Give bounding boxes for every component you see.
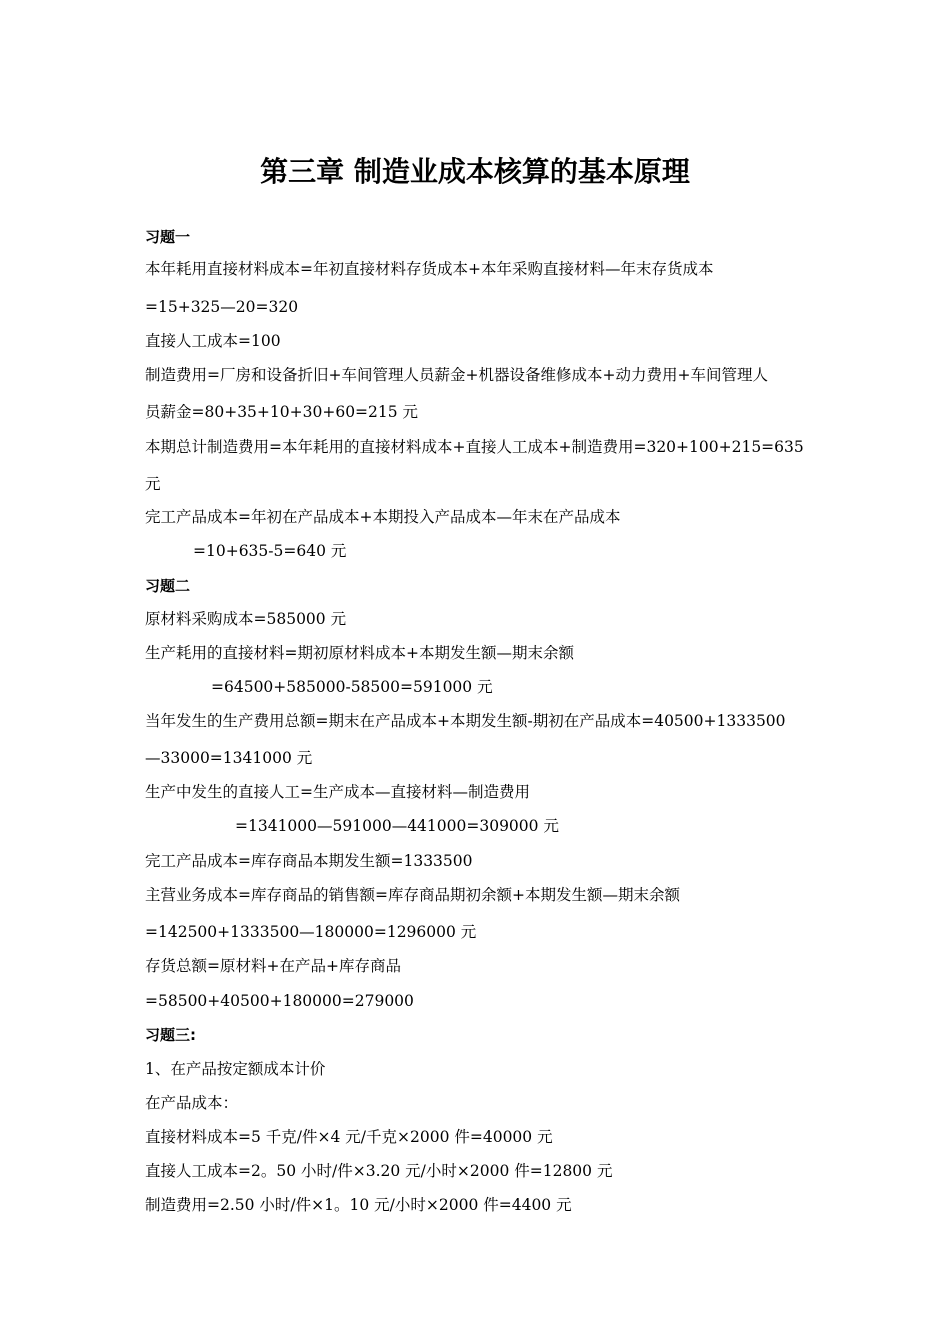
text-line: =142500+1333500—180000=1296000 元	[145, 923, 477, 941]
text-line: 制造费用=厂房和设备折旧+车间管理人员薪金+机器设备维修成本+动力费用+车间管理人	[145, 366, 768, 384]
text-line: 元	[145, 475, 161, 493]
text-line: 存货总额=原材料+在产品+库存商品	[145, 957, 401, 975]
text-line: 制造费用=2.50 小时/件×1。10 元/小时×2000 件=4400 元	[145, 1196, 572, 1214]
text-line: =15+325—20=320	[145, 298, 299, 316]
section-heading-exercise-3: 习题三:	[145, 1026, 196, 1044]
text-line: 本年耗用直接材料成本=年初直接材料存货成本+本年采购直接材料—年末存货成本	[145, 260, 714, 278]
text-line: =10+635-5=640 元	[193, 542, 347, 560]
text-line: 本期总计制造费用=本年耗用的直接材料成本+直接人工成本+制造费用=320+100+215=635	[145, 438, 804, 456]
page-title: 第三章 制造业成本核算的基本原理	[260, 155, 690, 188]
text-line: =1341000—591000—441000=309000 元	[235, 817, 559, 835]
text-line: —33000=1341000 元	[145, 749, 313, 767]
text-line: 完工产品成本=库存商品本期发生额=1333500	[145, 852, 473, 870]
text-line: 当年发生的生产费用总额=期末在产品成本+本期发生额-期初在产品成本=40500+1333500	[145, 712, 786, 730]
text-line: 生产耗用的直接材料=期初原材料成本+本期发生额—期末余额	[145, 644, 574, 662]
text-line: 员薪金=80+35+10+30+60=215 元	[145, 403, 419, 421]
text-line: 主营业务成本=库存商品的销售额=库存商品期初余额+本期发生额—期末余额	[145, 886, 680, 904]
text-line: 直接人工成本=100	[145, 332, 281, 350]
text-line: 完工产品成本=年初在产品成本+本期投入产品成本—年末在产品成本	[145, 508, 621, 526]
text-line: 原材料采购成本=585000 元	[145, 610, 347, 628]
text-line: =64500+585000-58500=591000 元	[211, 678, 493, 696]
text-line: 生产中发生的直接人工=生产成本—直接材料—制造费用	[145, 783, 530, 801]
text-line: 1、在产品按定额成本计价	[145, 1060, 326, 1078]
text-line: 在产品成本：	[145, 1094, 239, 1112]
text-line: 直接人工成本=2。50 小时/件×3.20 元/小时×2000 件=12800 元	[145, 1162, 613, 1180]
section-heading-exercise-1: 习题一	[145, 228, 191, 246]
text-line: =58500+40500+180000=279000	[145, 992, 414, 1010]
section-heading-exercise-2: 习题二	[145, 577, 191, 595]
text-line: 直接材料成本=5 千克/件×4 元/千克×2000 件=40000 元	[145, 1128, 553, 1146]
